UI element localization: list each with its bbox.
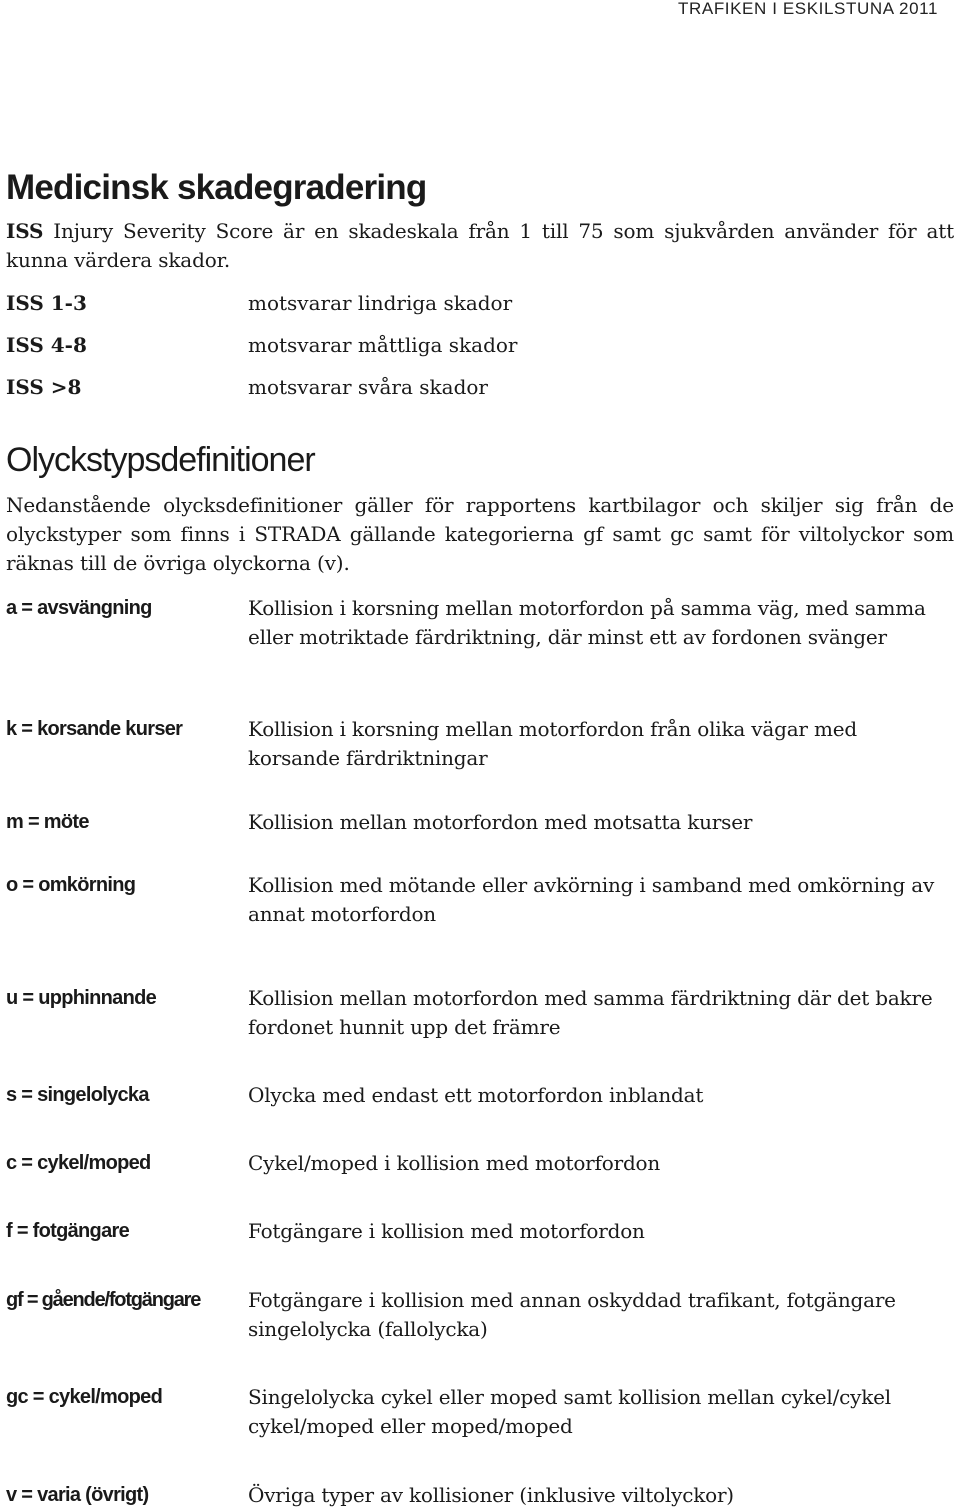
iss-intro-text: Injury Severity Score är en skadeskala från 1 till 75 som sjukvården använder för att kunna värdera skador. — [6, 219, 954, 272]
definition-label: gc = cykel/moped — [6, 1386, 163, 1408]
definitions-intro-paragraph: Nedanstående olycksdefinitioner gäller för rapportens kartbilagor och skiljer sig från de olyckstyper som finns i STRADA gällande kategorierna gf samt gc samt för viltolyckor som räknas till de övriga olyckorna (v). — [6, 493, 954, 575]
definition-text: Kollision mellan motorfordon med samma färdriktning där det bakre fordonet hunnit upp det främre — [248, 986, 933, 1039]
definition-label: gf = gående/fotgängare — [6, 1289, 201, 1311]
section-title-medicinsk-skadegradering: Medicinsk skadegradering — [6, 168, 427, 207]
iss-row — [6, 288, 946, 318]
iss-intro-paragraph — [6, 217, 954, 275]
definition-label: f = fotgängare — [6, 1220, 129, 1242]
definition-label: u = upphinnande — [6, 987, 157, 1009]
definition-label: v = varia (övrigt) — [6, 1484, 149, 1506]
definition-text: Cykel/moped i kollision med motorfordon — [248, 1151, 661, 1175]
iss-row-label: ISS 1-3 — [6, 291, 87, 315]
iss-row-label: ISS >8 — [6, 375, 82, 399]
definition-label: c = cykel/moped — [6, 1152, 151, 1174]
iss-row-text: motsvarar måttliga skador — [248, 333, 518, 357]
definition-label: s = singelolycka — [6, 1084, 149, 1106]
definition-text: Kollision i korsning mellan motorfordon på samma väg, med samma eller motriktade färdriktning, där minst ett av fordonen svänger — [248, 596, 926, 649]
iss-abbreviation: ISS — [6, 219, 44, 243]
definition-text: Fotgängare i kollision med motorfordon — [248, 1219, 645, 1243]
definition-text: Singelolycka cykel eller moped samt kollision mellan cykel/cykel cykel/moped eller moped/moped — [248, 1385, 891, 1438]
section-title-olyckstypsdefinitioner: Olyckstypsdefinitioner — [6, 441, 315, 479]
definition-text: Fotgängare i kollision med annan oskyddad trafikant, fotgängare singelolycka (fallolycka) — [248, 1288, 896, 1341]
definition-text: Övriga typer av kollisioner (inklusive viltolyckor) — [248, 1483, 734, 1507]
definition-label: k = korsande kurser — [6, 718, 183, 740]
iss-row-text: motsvarar lindriga skador — [248, 291, 513, 315]
definition-text: Kollision mellan motorfordon med motsatta kurser — [248, 810, 753, 834]
iss-row — [6, 372, 946, 402]
definition-label: a = avsvängning — [6, 597, 152, 619]
definition-label: m = möte — [6, 811, 89, 833]
iss-row-label: ISS 4-8 — [6, 333, 87, 357]
definition-text: Kollision i korsning mellan motorfordon från olika vägar med korsande färdriktningar — [248, 717, 857, 770]
definition-label: o = omkörning — [6, 874, 136, 896]
running-header: TRAFIKEN I ESKILSTUNA 2011 — [678, 0, 938, 18]
iss-row — [6, 330, 946, 360]
definition-text: Olycka med endast ett motorfordon inblandat — [248, 1083, 704, 1107]
definition-text: Kollision med mötande eller avkörning i samband med omkörning av annat motorfordon — [248, 873, 935, 926]
iss-row-text: motsvarar svåra skador — [248, 375, 488, 399]
